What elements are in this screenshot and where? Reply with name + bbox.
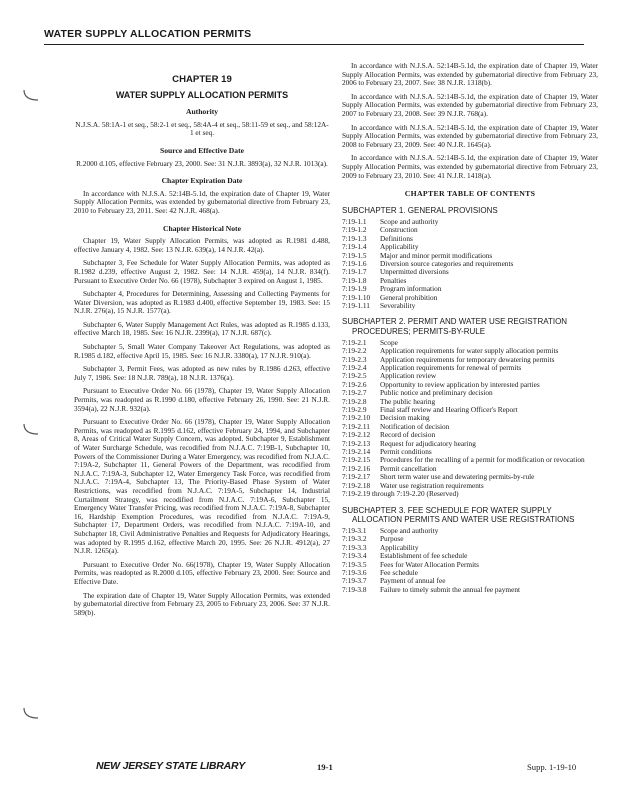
toc-section-title: Diversion source categories and requirements	[380, 258, 514, 268]
toc-section-number: 7:19-1.3	[342, 233, 367, 243]
subchapter-3-title: SUBCHAPTER 3. FEE SCHEDULE FOR WATER SUPPLY ALLOCATION PERMITS AND WATER USE REGISTRATIONS	[342, 505, 575, 524]
authority-text: N.J.S.A. 58:1A-1 et seq., 58:2-1 et seq., 58:4A-4 et seq., 58:11-59 et seq., and 58:12A-1 et seq.	[75, 119, 329, 138]
toc-section-number: 7:19-1.6	[342, 258, 367, 268]
toc-section-title: Permit conditions	[380, 447, 432, 457]
history-paragraph: Subchapter 5, Small Water Company Takeover Act Regulations, was adopted as R.1985 d.182, effective April 15, 1985. See: 16 N.J.R. 3380(a), 17 N.J.R. 910(a).	[74, 342, 330, 360]
expiration-heading: Chapter Expiration Date	[161, 176, 243, 186]
toc-section-number: 7:19-2.4	[342, 363, 367, 373]
toc-section-number: 7:19-2.6	[342, 379, 367, 389]
extension-paragraph: In accordance with N.J.S.A. 52:14B-5.1d, the expiration date of Chapter 19, Water Supply Allocation Permits, was extended by gubernatorial directive from February 23, 2006 to February 23, 2007. See: 38 N.J.R. 1318(b).	[342, 61, 598, 88]
toc-section-title: Application requirements for water supply allocation permits	[380, 346, 559, 356]
toc-section-title: Purpose	[380, 534, 404, 544]
toc-section-number: 7:19-2.14	[342, 447, 371, 457]
toc-section-number: 7:19-1.11	[342, 300, 370, 310]
toc-section-number: 7:19-1.1	[342, 216, 367, 226]
page-number: 19-1	[317, 762, 333, 772]
expiration-text: In accordance with N.J.S.A. 52:14B-5.1d, the expiration date of Chapter 19, Water Supply Allocation Permits, was extended by gubernatorial directive from February 23, 2010 to February 23, 2011. See: 42 N.J.R. 468(a).	[74, 188, 330, 215]
toc-section-title: Failure to timely submit the annual fee payment	[380, 584, 521, 594]
toc-section-number: 7:19-2.13	[342, 438, 371, 448]
subchapter-2-list	[342, 339, 598, 499]
toc-section-number: 7:19-2.11	[342, 421, 370, 431]
subchapter-1-title: SUBCHAPTER 1. GENERAL PROVISIONS	[342, 205, 498, 215]
right-column	[342, 62, 598, 594]
extension-paragraph: In accordance with N.J.S.A. 52:14B-5.1d, the expiration date of Chapter 19, Water Supply Allocation Permits, was extended by gubernatorial directive from February 23, 2008 to February 23, 2009. See: 40 N.J.R. 1645(a).	[342, 122, 598, 149]
toc-section-number: 7:19-1.10	[342, 292, 371, 302]
punch-hole-mark-top	[22, 88, 40, 102]
toc-section-number: 7:19-3.4	[342, 551, 367, 561]
toc-section-title: Public notice and preliminary decision	[380, 388, 493, 398]
history-paragraph: Subchapter 3, Permit Fees, was adopted as new rules by R.1986 d.263, effective July 7, 1986. See: 18 N.J.R. 789(a), 18 N.J.R. 1376(a).	[74, 364, 330, 382]
history-paragraph: Pursuant to Executive Order No. 66 (1978), Chapter 19, Water Supply Allocation Permits, was readopted as R.1995 d.162, effective February 24, 1994, and Subchapter 8, Areas of Critical Water Supply Concern, was adopted. Subchapter 9, Establishment of Water Surcharge Schedule, was recodified from N.J.A.C. 7:19B-1, Subchapter 10, Powers of the Commissioner During a Water Emergency, was recodified from N.J.A.C. 7:19A-2, Subchapter 11, General Powers of the Department, was recodified from N.J.A.C. 7:19A-3, Subchapter 12, Water Emergency Task Force, was recodified from N.J.A.C. 7:19A-4, Subchapter 13, The Priority-Based Phase System of Water Restrictions, was recodified from N.J.A.C. 7:19A-5, Subchapter 14, Industrial Curtailment Strategy, was recodified from N.J.A.C. 7:19A-6, Subchapter 15, Emergency Water Transfer Pricing, was recodified from N.J.A.C. 7:19A-8, Subchapter 16, Hardship Exemption Procedures, was recodified from N.J.A.C. 7:19A-9, Subchapter 17, Department Orders, was recodified from N.J.A.C. 7:19A-10, and Subchapter 18, Civil Administrative Penalties and Requests for Adjudicatory Hearings, was adopted by R.1995 d.162, effective March 20, 1995. See: 26 N.J.R. 4912(a), 27 N.J.R. 1265(a).	[74, 417, 330, 556]
toc-section-title: 7:19-2.19 through 7:19-2.20 (Reserved)	[342, 489, 459, 499]
toc-section-number: 7:19-1.7	[342, 267, 367, 277]
toc-section-title: Applicability	[380, 242, 419, 252]
toc-section-title: Severability	[380, 300, 416, 310]
toc-section-number: 7:19-1.4	[342, 242, 367, 252]
toc-entry	[342, 586, 598, 594]
chapter-title: WATER SUPPLY ALLOCATION PERMITS	[115, 89, 289, 100]
toc-section-title: Penalties	[380, 275, 407, 285]
source-text: R.2000 d.105, effective February 23, 2000. See: 31 N.J.R. 3893(a), 32 N.J.R. 1013(a).	[76, 158, 328, 168]
punch-hole-mark-middle	[22, 422, 40, 436]
toc-section-number: 7:19-3.6	[342, 567, 367, 577]
history-paragraph: Subchapter 4, Procedures for Determining, Assessing and Collecting Payments for Water Diversion, was adopted as R.1983 d.400, effective September 19, 1983. See: 15 N.J.R. 276(a), 15 N.J.R. 1577(a).	[74, 289, 330, 316]
toc-section-number: 7:19-3.7	[342, 576, 367, 586]
toc-section-title: General prohibition	[380, 292, 438, 302]
history-paragraph: Chapter 19, Water Supply Allocation Permits, was adopted as R.1981 d.488, effective January 4, 1982. See: 13 N.J.R. 639(a), 14 N.J.R. 42(a).	[74, 236, 330, 254]
toc-section-title: Scope and authority	[380, 525, 439, 535]
punch-hole-mark-bottom	[22, 706, 40, 720]
toc-section-number: 7:19-3.1	[342, 525, 367, 535]
toc-section-number: 7:19-2.3	[342, 354, 367, 364]
toc-section-number: 7:19-2.1	[342, 337, 367, 347]
toc-section-number: 7:19-2.16	[342, 463, 371, 473]
toc-section-title: Establishment of fee schedule	[380, 551, 468, 561]
toc-section-number: 7:19-1.9	[342, 284, 367, 294]
toc-section-title: Application requirements for temporary dewatering permits	[380, 354, 555, 364]
toc-section-number: 7:19-3.8	[342, 584, 367, 594]
authority-heading: Authority	[185, 107, 219, 117]
header-rule	[44, 44, 584, 45]
toc-title: CHAPTER TABLE OF CONTENTS	[404, 189, 536, 199]
toc-section-title: Fee schedule	[380, 567, 418, 577]
library-stamp: NEW JERSEY STATE LIBRARY	[96, 760, 246, 772]
toc-section-title: Opportunity to review application by interested parties	[380, 379, 540, 389]
toc-section-title: Fees for Water Allocation Permits	[380, 559, 479, 569]
toc-section-title: Construction	[380, 225, 418, 235]
toc-section-title: Application requirements for renewal of permits	[380, 363, 522, 373]
subchapter-3-list	[342, 527, 598, 594]
left-column	[74, 62, 330, 622]
toc-section-number: 7:19-2.15	[342, 455, 371, 465]
toc-section-title: Record of decision	[380, 430, 436, 440]
toc-section-title: Final staff review and Hearing Officer's Report	[380, 405, 518, 415]
toc-section-title: Application review	[380, 371, 437, 381]
toc-section-number: 7:19-2.7	[342, 388, 367, 398]
toc-section-title: The public hearing	[380, 396, 436, 406]
toc-section-title: Applicability	[380, 542, 419, 552]
toc-section-title: Short term water use and dewatering permits-by-rule	[380, 472, 535, 482]
history-paragraph: Subchapter 6, Water Supply Management Act Rules, was adopted as R.1985 d.133, effective March 18, 1985. See: 16 N.J.R. 2399(a), 17 N.J.R. 687(c).	[74, 319, 330, 338]
toc-section-title: Permit cancellation	[380, 463, 437, 473]
extension-paragraph: In accordance with N.J.S.A. 52:14B-5.1d, the expiration date of Chapter 19, Water Supply Allocation Permits, was extended by gubernatorial directive from February 23, 2009 to February 23, 2010. See: 41 N.J.R. 1418(a).	[342, 153, 598, 180]
toc-entry	[342, 302, 598, 310]
toc-section-number: 7:19-3.2	[342, 534, 367, 544]
toc-section-number: 7:19-3.3	[342, 542, 367, 552]
toc-section-title: Water use registration requirements	[380, 480, 484, 490]
source-heading: Source and Effective Date	[159, 145, 244, 155]
history-paragraph: The expiration date of Chapter 19, Water Supply Allocation Permits, was extended by gubernatorial directive from February 23, 2005 to February 23, 2006. See: 37 N.J.R. 589(b).	[74, 590, 330, 617]
toc-section-title: Procedures for the recalling of a permit for modification or revocation	[380, 455, 585, 465]
toc-section-number: 7:19-2.10	[342, 413, 371, 423]
supplement-date: Supp. 1-19-10	[527, 762, 577, 772]
toc-section-title: Program information	[380, 284, 442, 294]
toc-section-number: 7:19-2.18	[342, 480, 371, 490]
chapter-number: CHAPTER 19	[172, 74, 232, 85]
toc-section-title: Major and minor permit modifications	[380, 250, 493, 260]
toc-section-title: Notification of decision	[380, 421, 450, 431]
toc-section-title: Definitions	[380, 233, 413, 243]
toc-section-number: 7:19-2.8	[342, 396, 367, 406]
history-paragraph: Pursuant to Executive Order No. 66 (1978), Chapter 19, Water Supply Allocation Permits, was readopted as R.1990 d.180, effective February 26, 1990. See: 21 N.J.R. 3594(a), 22 N.J.R. 932(a).	[74, 386, 330, 413]
toc-section-title: Decision making	[380, 413, 430, 423]
toc-section-number: 7:19-1.5	[342, 250, 367, 260]
toc-section-title: Payment of annual fee	[380, 576, 446, 586]
subchapter-1-list	[342, 218, 598, 310]
toc-section-number: 7:19-2.17	[342, 472, 371, 482]
running-header: WATER SUPPLY ALLOCATION PERMITS	[44, 28, 252, 40]
toc-section-number: 7:19-1.8	[342, 275, 367, 285]
toc-section-title: Unpermitted diversions	[380, 267, 449, 277]
history-paragraph: Pursuant to Executive Order No. 66(1978), Chapter 19, Water Supply Allocation Permits, was readopted as R.2000 d.105, effective February 23, 2000. See: Source and Effective Date.	[74, 559, 330, 586]
history-heading: Chapter Historical Note	[163, 223, 241, 233]
toc-section-number: 7:19-3.5	[342, 559, 367, 569]
history-paragraph: Subchapter 3, Fee Schedule for Water Supply Allocation Permits, was adopted as R.1982 d.239, effective August 2, 1982. See: 14 N.J.R. 459(a), 14 N.J.R. 834(f). Pursuant to Executive Order No. 66 (1978), Subchapter 3 expired on August 1, 1985.	[74, 258, 330, 285]
extension-paragraph: In accordance with N.J.S.A. 52:14B-5.1d, the expiration date of Chapter 19, Water Supply Allocation Permits, was extended by gubernatorial directive from February 23, 2007 to February 23, 2008. See: 39 N.J.R. 768(a).	[342, 91, 598, 118]
toc-section-title: Scope	[380, 337, 398, 347]
toc-section-title: Request for adjudicatory hearing	[380, 438, 476, 448]
toc-section-number: 7:19-2.9	[342, 405, 367, 415]
toc-section-title: Scope and authority	[380, 216, 439, 226]
toc-section-number: 7:19-2.5	[342, 371, 367, 381]
subchapter-2-title: SUBCHAPTER 2. PERMIT AND WATER USE REGISTRATION PROCEDURES; PERMITS-BY-RULE	[342, 317, 568, 336]
toc-section-number: 7:19-2.2	[342, 346, 367, 356]
toc-entry	[342, 490, 598, 498]
toc-section-number: 7:19-2.12	[342, 430, 371, 440]
toc-section-number: 7:19-1.2	[342, 225, 367, 235]
